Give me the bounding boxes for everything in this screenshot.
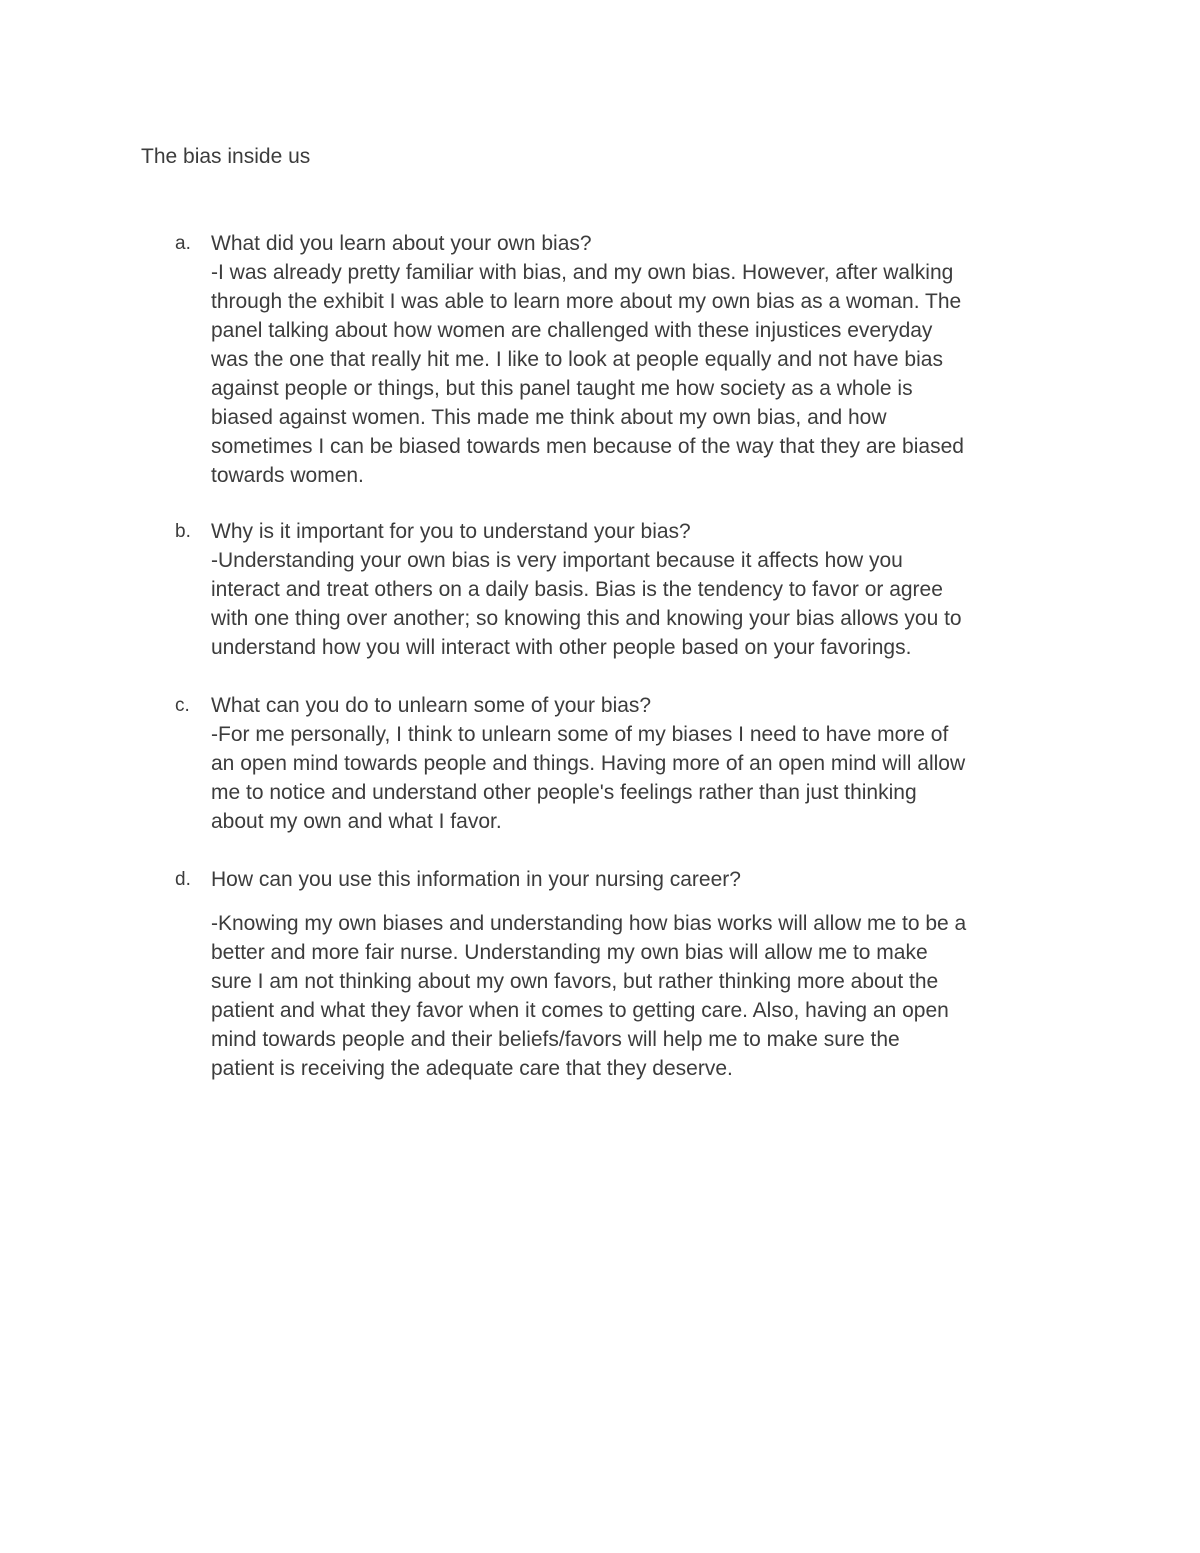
answer-line: interact and treat others on a daily basis. Bias is the tendency to favor or agree	[211, 578, 943, 601]
answer-line: towards women.	[211, 464, 364, 487]
document-title: The bias inside us	[141, 145, 311, 168]
answer-text	[211, 258, 1091, 490]
answer-line: sure I am not thinking about my own favors, but rather thinking more about the	[211, 970, 939, 993]
answer-line: patient is receiving the adequate care that they deserve.	[211, 1057, 733, 1080]
answer-line: -Understanding your own bias is very important because it affects how you	[211, 549, 903, 572]
answer-text	[211, 720, 1091, 836]
list-marker: d.	[175, 869, 191, 890]
answer-text	[211, 909, 1091, 1083]
question-text: How can you use this information in your nursing career?	[211, 868, 741, 891]
answer-line: was the one that really hit me. I like to look at people equally and not have bias	[211, 348, 943, 371]
answer-line: me to notice and understand other people's feelings rather than just thinking	[211, 781, 917, 804]
question-text: What can you do to unlearn some of your bias?	[211, 694, 652, 717]
answer-line: mind towards people and their beliefs/favors will help me to make sure the	[211, 1028, 900, 1051]
answer-line: sometimes I can be biased towards men because of the way that they are biased	[211, 435, 964, 458]
answer-line: better and more fair nurse. Understanding my own bias will allow me to make	[211, 941, 928, 964]
list-marker: c.	[175, 695, 190, 716]
answer-line: through the exhibit I was able to learn more about my own bias as a woman. The	[211, 290, 962, 313]
answer-line: about my own and what I favor.	[211, 810, 502, 833]
answer-line: against people or things, but this panel taught me how society as a whole is	[211, 377, 913, 400]
answer-line: -I was already pretty familiar with bias, and my own bias. However, after walking	[211, 261, 954, 284]
answer-line: -Knowing my own biases and understanding how bias works will allow me to be a	[211, 912, 967, 935]
answer-line: panel talking about how women are challenged with these injustices everyday	[211, 319, 933, 342]
answer-line: patient and what they favor when it comes to getting care. Also, having an open	[211, 999, 949, 1022]
answer-line: biased against women. This made me think about my own bias, and how	[211, 406, 887, 429]
question-text: Why is it important for you to understand your bias?	[211, 520, 691, 543]
question-text: What did you learn about your own bias?	[211, 232, 592, 255]
list-marker: a.	[175, 233, 191, 254]
answer-line: -For me personally, I think to unlearn some of my biases I need to have more of	[211, 723, 949, 746]
answer-line: understand how you will interact with other people based on your favorings.	[211, 636, 912, 659]
answer-text	[211, 546, 1091, 662]
answer-line: an open mind towards people and things. Having more of an open mind will allow	[211, 752, 966, 775]
list-marker: b.	[175, 521, 191, 542]
answer-line: with one thing over another; so knowing this and knowing your bias allows you to	[211, 607, 962, 630]
